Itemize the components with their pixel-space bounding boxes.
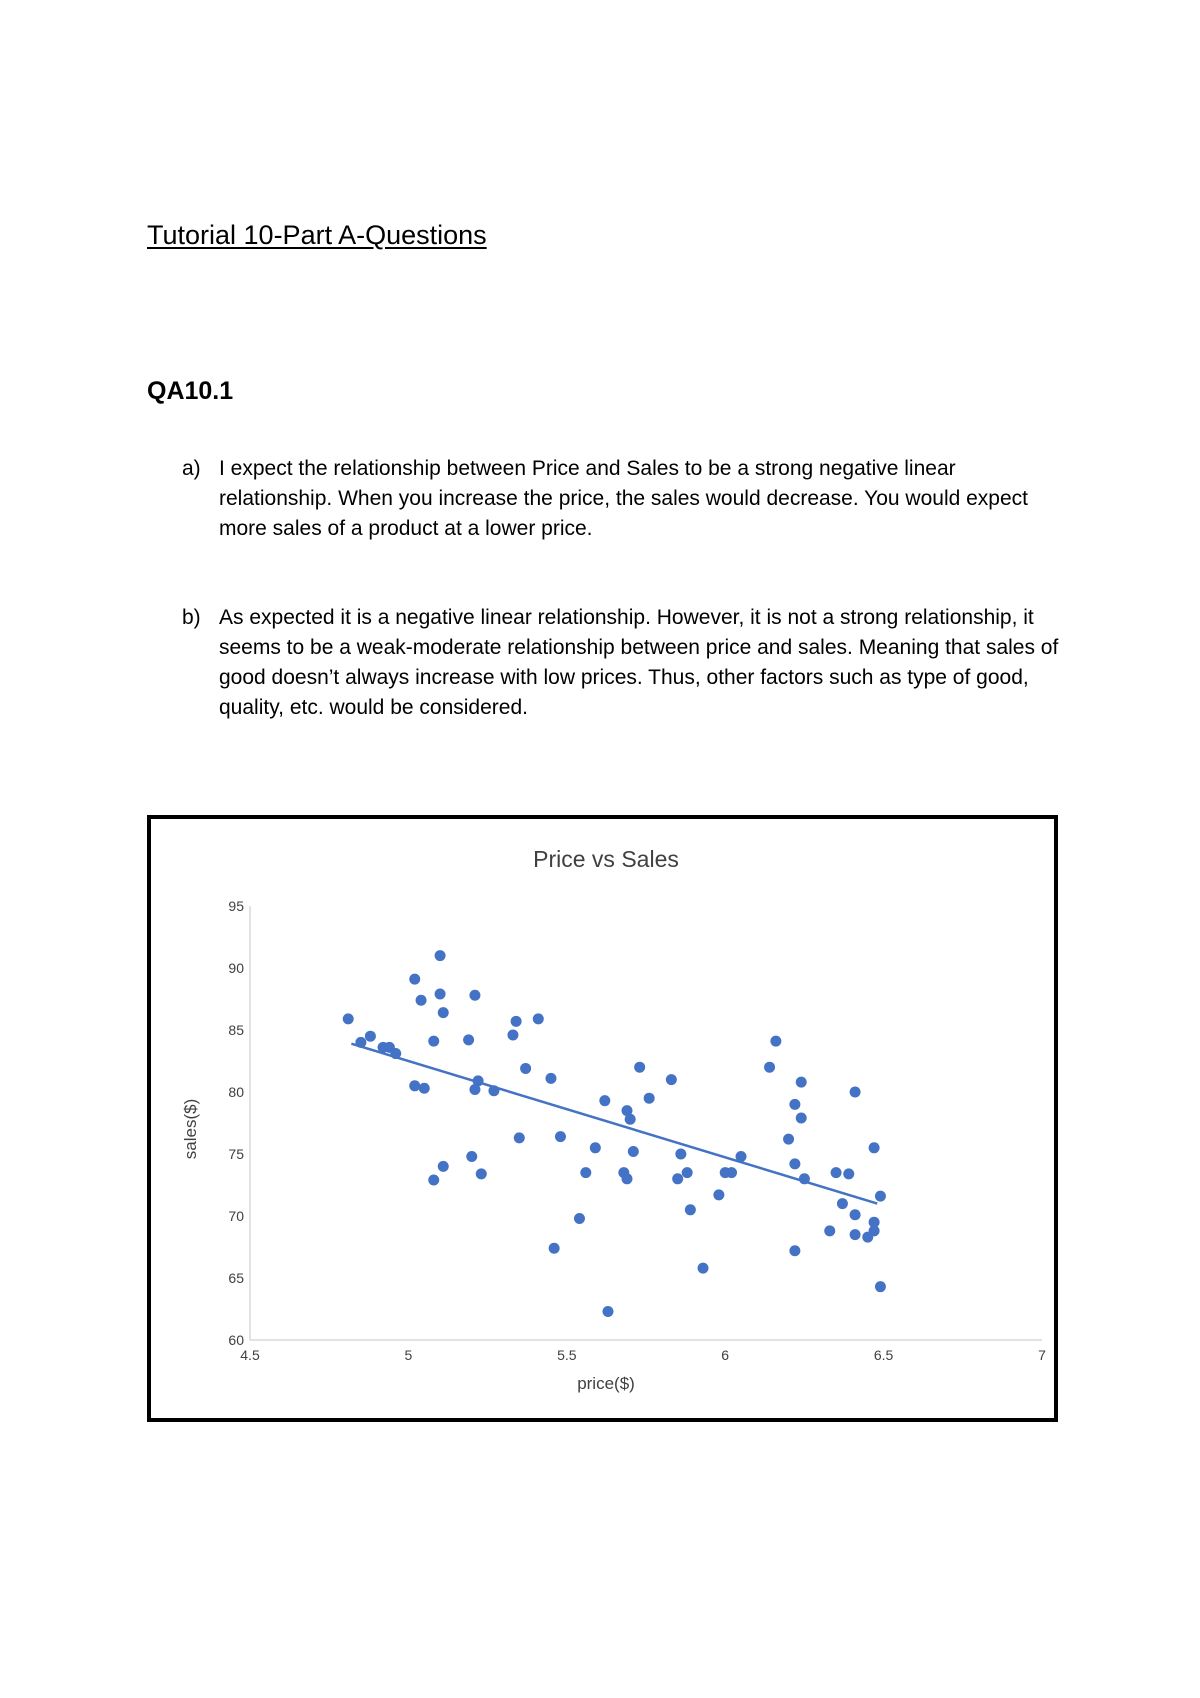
answer-b-marker: b) (182, 606, 201, 629)
x-tick-label: 7 (1038, 1347, 1046, 1363)
data-point (675, 1149, 686, 1160)
data-point (869, 1225, 880, 1236)
answer-a-text: I expect the relationship between Price and Sales to be a strong negative linear relationship. When you increase the price, the sales would decrease. You would expect more sales of a product at a lower price. (219, 457, 1028, 540)
data-point (875, 1191, 886, 1202)
data-point (419, 1083, 430, 1094)
data-point (843, 1168, 854, 1179)
data-point (365, 1031, 376, 1042)
data-point (850, 1229, 861, 1240)
price-vs-sales-chart (151, 819, 1054, 1418)
y-tick-label: 85 (228, 1022, 244, 1038)
data-point (390, 1048, 401, 1059)
data-point (789, 1245, 800, 1256)
x-axis-title: price($) (577, 1374, 635, 1393)
answer-a-marker: a) (182, 457, 201, 480)
data-point (476, 1168, 487, 1179)
question-heading: QA10.1 (147, 377, 234, 405)
data-point (628, 1146, 639, 1157)
data-point (621, 1173, 632, 1184)
data-point (666, 1074, 677, 1085)
data-point (850, 1087, 861, 1098)
data-point (355, 1037, 366, 1048)
data-point (770, 1036, 781, 1047)
x-tick-label: 5 (404, 1347, 413, 1363)
data-point (574, 1213, 585, 1224)
data-point (520, 1063, 531, 1074)
y-tick-label: 65 (228, 1270, 244, 1286)
data-point (428, 1036, 439, 1047)
data-point (875, 1281, 886, 1292)
data-point (685, 1204, 696, 1215)
data-point (837, 1198, 848, 1209)
data-point (764, 1062, 775, 1073)
y-tick-label: 60 (228, 1332, 244, 1348)
data-point (580, 1167, 591, 1178)
data-point (466, 1151, 477, 1162)
x-tick-label: 4.5 (240, 1347, 260, 1363)
data-point (435, 989, 446, 1000)
y-tick-label: 75 (228, 1146, 244, 1162)
data-point (789, 1099, 800, 1110)
data-point (416, 995, 427, 1006)
data-point (549, 1243, 560, 1254)
x-tick-label: 6.5 (873, 1347, 894, 1363)
y-tick-label: 90 (228, 960, 244, 976)
data-point (435, 950, 446, 961)
data-point (428, 1175, 439, 1186)
data-point (698, 1263, 709, 1274)
data-point (590, 1142, 601, 1153)
data-point (736, 1151, 747, 1162)
data-point (713, 1189, 724, 1200)
data-point (438, 1161, 449, 1172)
data-point (783, 1134, 794, 1145)
chart-frame (147, 815, 1058, 1422)
data-point (796, 1113, 807, 1124)
data-points (343, 950, 886, 1317)
y-tick-label: 80 (228, 1084, 244, 1100)
answer-a (182, 454, 1062, 544)
y-axis-title: sales($) (181, 1098, 200, 1160)
data-point (799, 1173, 810, 1184)
data-point (514, 1132, 525, 1143)
page-title: Tutorial 10-Part A-Questions (147, 220, 487, 250)
data-point (511, 1016, 522, 1027)
data-point (409, 1080, 420, 1091)
answer-b-text: As expected it is a negative linear relationship. However, it is not a strong relationship, it seems to be a weak-moderate relationship between price and sales. Meaning that sales of good doesn’t always increase with low prices. Thus, other factors such as type of good, quality, etc. would be considered. (219, 606, 1059, 719)
data-point (634, 1062, 645, 1073)
data-point (831, 1167, 842, 1178)
data-point (488, 1085, 499, 1096)
x-tick-label: 5.5 (557, 1347, 577, 1363)
chart-title: Price vs Sales (533, 846, 679, 872)
data-point (469, 990, 480, 1001)
data-point (796, 1077, 807, 1088)
data-point (533, 1013, 544, 1024)
answer-b (182, 603, 1062, 723)
data-point (625, 1114, 636, 1125)
data-point (409, 974, 420, 985)
data-point (726, 1167, 737, 1178)
data-point (473, 1075, 484, 1086)
x-tick-label: 6 (721, 1347, 730, 1363)
data-point (789, 1158, 800, 1169)
data-point (824, 1225, 835, 1236)
data-point (555, 1131, 566, 1142)
y-tick-label: 95 (228, 898, 244, 914)
data-point (599, 1095, 610, 1106)
data-point (545, 1073, 556, 1084)
data-point (602, 1306, 613, 1317)
data-point (869, 1142, 880, 1153)
data-point (438, 1007, 449, 1018)
data-point (682, 1167, 693, 1178)
data-point (672, 1173, 683, 1184)
data-point (507, 1029, 518, 1040)
y-tick-label: 70 (228, 1208, 244, 1224)
data-point (850, 1209, 861, 1220)
data-point (644, 1093, 655, 1104)
data-point (463, 1034, 474, 1045)
data-point (343, 1013, 354, 1024)
